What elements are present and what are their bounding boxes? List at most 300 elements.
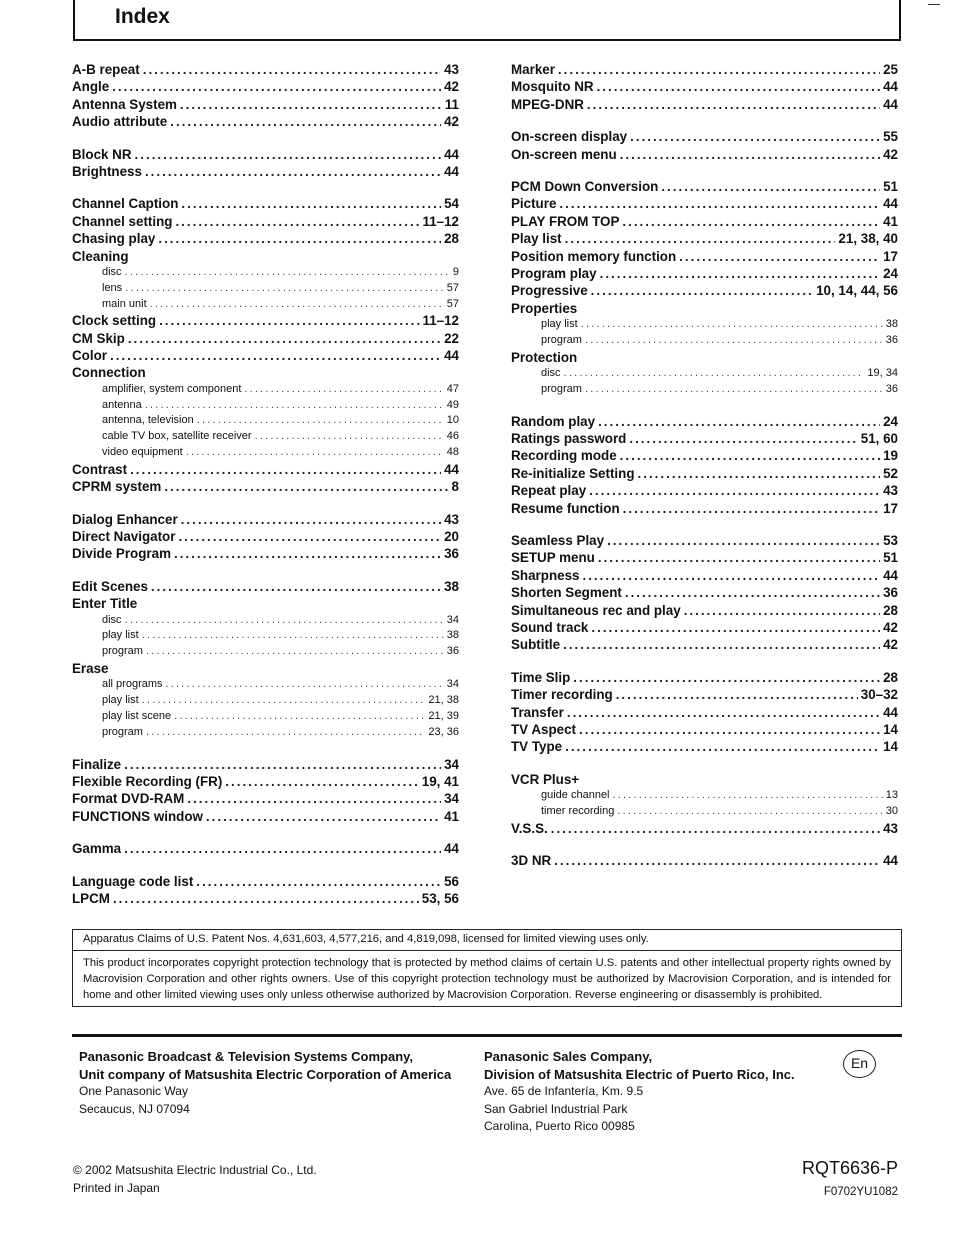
dot-leader [143,61,441,78]
index-entry [72,330,459,347]
page-reference: 17 [883,500,898,516]
index-subentry [72,297,459,313]
index-term: Properties [511,300,578,316]
dot-leader [158,230,441,247]
dot-leader [573,669,880,686]
index-term: Picture [511,196,557,212]
page-reference: 53, 56 [421,890,459,906]
index-term: VCR Plus+ [511,771,580,787]
dot-leader [559,195,880,212]
dot-leader [587,96,880,113]
page-reference: 44 [883,853,898,869]
dot-leader [565,230,836,247]
page-reference: 25 [883,62,898,77]
dot-leader [579,721,880,738]
printed-in: Printed in Japan [73,1181,160,1195]
index-entry [511,349,898,366]
index-entry [511,265,898,282]
index-entry [72,195,459,212]
index-subterm: cable TV box, satellite receiver [102,430,252,443]
page-reference: 52 [883,465,898,481]
dot-leader [591,282,813,299]
index-term: Format DVD-RAM [72,791,185,807]
address-line: San Gabriel Industrial Park [484,1101,628,1116]
dot-leader [551,820,880,837]
index-subterm: program [541,333,582,346]
index-subentry [72,413,459,429]
dot-leader [159,312,419,329]
index-entry [72,213,459,230]
index-entry [511,771,898,788]
index-group [511,178,898,398]
page-reference: 8 [451,479,459,495]
dot-leader [582,567,880,584]
page-reference: 43 [883,820,898,836]
index-group [72,511,459,563]
page-reference: 44 [883,704,898,720]
patent-notice: Apparatus Claims of U.S. Patent Nos. 4,631,603, 4,577,216, and 4,819,098, licensed for limited viewing uses only. [73,930,901,951]
dot-leader [130,461,441,478]
dot-leader [613,788,883,804]
index-entry [72,756,459,773]
index-term: Dialog Enhancer [72,511,178,527]
company-division: Unit company of Matsushita Electric Corporation of America [79,1066,452,1082]
index-subentry [72,281,459,297]
dot-leader [174,545,441,562]
index-term: Antenna System [72,96,177,112]
index-term: Re-initialize Setting [511,465,635,481]
company-name: Panasonic Broadcast & Television Systems Company, [79,1049,414,1064]
dot-leader [128,330,441,347]
index-term: Color [72,348,107,364]
index-entry [511,96,898,113]
dot-leader [181,195,441,212]
dot-leader [585,382,883,398]
index-group [72,61,459,131]
dot-leader [186,445,444,461]
index-term: Progressive [511,283,588,299]
index-entry [511,686,898,703]
index-entry [72,528,459,545]
index-entry [511,532,898,549]
dot-leader [616,686,858,703]
index-group [72,756,459,826]
index-group [511,61,898,113]
index-entry [72,78,459,95]
page-reference: 11 [444,96,459,112]
page-reference: 44 [444,146,459,162]
dot-leader [620,447,880,464]
index-subentry [511,366,898,382]
index-entry [72,364,459,381]
page-reference: 55 [883,129,898,145]
index-entry [511,619,898,636]
index-subterm: timer recording [541,804,615,817]
index-entry [72,230,459,247]
index-term: PCM Down Conversion [511,178,659,194]
dot-leader [113,890,419,907]
index-group [511,532,898,654]
page-reference: 44 [444,841,459,857]
page-reference: 51, 60 [860,431,898,447]
page-reference: 23, 36 [428,725,459,738]
dot-leader [623,500,880,517]
index-group [72,146,459,181]
index-subterm: play list [102,694,139,707]
index-entry [72,873,459,890]
index-term: Connection [72,365,146,381]
index-entry [511,213,898,230]
index-subterm: all programs [102,678,163,691]
index-term: Protection [511,349,578,365]
index-entry [511,230,898,247]
page-reference: 34 [444,791,459,807]
index-subterm: video equipment [102,446,183,459]
index-entry [72,773,459,790]
index-entry [72,312,459,329]
index-term: TV Type [511,739,563,755]
index-subentry [72,265,459,281]
page-reference: 53 [883,533,898,548]
dot-leader [112,78,441,95]
dot-leader [125,265,450,281]
page-reference: 38 [446,629,459,642]
page-reference: 42 [444,79,459,95]
dot-leader [170,113,441,130]
dot-leader [175,213,419,230]
page-reference: 10, 14, 44, 56 [816,283,898,299]
index-entry [72,478,459,495]
index-subterm: program [102,725,143,738]
index-term: MPEG-DNR [511,96,584,112]
index-entry [72,660,459,677]
index-entry [511,465,898,482]
index-term: Divide Program [72,546,171,562]
page-reference: 43 [444,62,459,77]
index-term: Brightness [72,163,142,179]
index-term: SETUP menu [511,550,595,566]
dot-leader [607,532,880,549]
page-reference: 21, 38 [428,694,459,707]
index-entry [511,602,898,619]
index-entry [511,500,898,517]
index-entry [511,669,898,686]
dot-leader [197,413,444,429]
index-entry [511,852,898,869]
index-group [72,195,459,495]
index-subterm: play list scene [102,709,172,722]
page-reference: 13 [885,789,898,802]
index-entry [72,511,459,528]
page-reference: 17 [883,248,898,264]
index-term: Repeat play [511,483,587,499]
index-entry [72,840,459,857]
index-subentry [72,382,459,398]
index-entry [511,128,898,145]
index-term: Language code list [72,873,194,889]
index-group [72,873,459,908]
page-title: Index [115,5,170,28]
index-term: Transfer [511,704,564,720]
index-entry [511,704,898,721]
dot-leader [598,413,880,430]
index-entry [511,61,898,78]
index-term: Simultaneous rec and play [511,602,681,618]
index-subterm: disc [541,367,561,380]
index-entry [511,430,898,447]
page-reference: 44 [444,163,459,179]
index-term: Edit Scenes [72,578,148,594]
index-header [73,0,901,41]
index-subentry [72,677,459,693]
page-reference: 30–32 [860,687,898,703]
page-reference: 34 [446,613,459,626]
index-group [72,840,459,857]
dot-leader [142,693,426,709]
index-term: Resume function [511,500,620,516]
index-group [511,771,898,837]
copyright-protection-notice: This product incorporates copyright protection technology that is protected by method claims of certain U.S. patents and other intellectual property rights owned by Macrovision Corporation and other rights owners. Use of this copyright protection technology must be authorized by Macrovision Corporation, and is intended for home and other limited viewing uses only unless otherwise authorized by Macrovision Corporation. Reverse engineering or disassembly is prohibited. [83,957,891,1001]
page-reference: 19, 41 [421,773,459,789]
page-reference: 34 [444,756,459,772]
dot-leader [180,96,442,113]
page-reference: 42 [883,619,898,635]
language-badge: En [843,1050,876,1078]
index-term: V.S.S. [511,820,548,836]
index-entry [511,413,898,430]
page-reference: 28 [444,231,459,247]
address-line: Secaucus, NJ 07094 [79,1101,190,1116]
page-reference: 20 [444,529,459,545]
index-subentry [72,398,459,414]
index-term: Subtitle [511,637,561,653]
index-entry [72,347,459,364]
index-term: LPCM [72,890,110,906]
index-subentry [72,628,459,644]
index-entry [511,178,898,195]
dot-leader [181,511,441,528]
dot-leader [178,528,441,545]
dot-leader [164,478,448,495]
dot-leader [597,78,881,95]
page-reference: 51 [883,178,898,194]
page-reference: 57 [446,281,459,294]
page-reference: 36 [885,333,898,346]
page-reference: 42 [883,146,898,162]
index-subentry [511,382,898,398]
index-term: Enter Title [72,596,138,612]
document-code: F0702YU1082 [823,1186,898,1198]
index-group [72,578,459,741]
page-reference: 36 [446,645,459,658]
index-entry [72,790,459,807]
dot-leader [629,430,857,447]
index-term: Channel setting [72,213,173,229]
index-group [511,128,898,163]
page-reference: 42 [444,114,459,130]
dot-leader [622,213,880,230]
page-reference: 19 [883,448,898,464]
index-entry [72,96,459,113]
page-reference: 11–12 [422,213,459,229]
index-term: A-B repeat [72,62,140,77]
page-reference: 9 [452,265,459,278]
index-entry [72,890,459,907]
dot-leader [110,347,441,364]
dot-leader [563,636,880,653]
index-subterm: program [102,645,143,658]
dot-leader [679,248,880,265]
dot-leader [255,429,444,445]
index-group [511,413,898,517]
dot-leader [684,602,880,619]
index-subterm: disc [102,613,122,626]
page-reference: 49 [446,398,459,411]
index-term: Block NR [72,146,132,162]
copyright-block [73,1161,317,1197]
index-subentry [72,644,459,660]
index-term: Mosquito NR [511,79,594,95]
index-subentry [511,788,898,804]
address-line: One Panasonic Way [79,1084,188,1098]
dot-leader [617,804,882,820]
page-reference: 28 [883,602,898,618]
page-reference: 22 [444,330,459,346]
dot-leader [145,398,444,414]
page-reference: 57 [446,297,459,310]
index-entry [511,584,898,601]
page-reference: 44 [883,96,898,112]
index-subentry [72,613,459,629]
page-reference: 14 [883,739,898,755]
index-entry [72,595,459,612]
index-entry [72,163,459,180]
index-subterm: antenna, television [102,414,194,427]
index-entry [72,113,459,130]
index-subterm: play list [541,318,578,331]
index-subentry [511,317,898,333]
index-subterm: disc [102,265,122,278]
index-term: Clock setting [72,313,157,329]
dot-leader [598,549,880,566]
index-column-left [72,61,459,922]
index-entry [511,195,898,212]
dot-leader [554,852,880,869]
dot-leader [585,333,883,349]
index-entry [511,300,898,317]
index-term: TV Aspect [511,721,576,737]
page-reference: 19, 34 [867,367,898,380]
page-reference: 43 [444,511,459,527]
page-reference: 38 [444,578,459,594]
page-reference: 44 [883,79,898,95]
index-term: PLAY FROM TOP [511,213,620,229]
index-term: Angle [72,79,110,95]
dot-leader [558,61,880,78]
index-entry [511,721,898,738]
index-term: Seamless Play [511,533,605,548]
index-term: Random play [511,413,596,429]
dot-leader [151,578,441,595]
dot-leader [166,677,444,693]
page-reference: 48 [446,446,459,459]
page-reference: 41 [444,808,459,824]
page-reference: 56 [444,873,459,889]
corner-mark [928,4,940,5]
index-subterm: antenna [102,398,142,411]
page-reference: 30 [885,804,898,817]
copyright-text: © 2002 Matsushita Electric Industrial Co., Ltd. [73,1163,317,1177]
page-reference: 36 [883,585,898,601]
index-entry [72,461,459,478]
dot-leader [638,465,881,482]
page-reference: 11–12 [422,313,459,329]
company-name: Panasonic Sales Company, [484,1049,653,1064]
index-term: Channel Caption [72,196,179,212]
page-reference: 38 [885,318,898,331]
page-reference: 44 [444,348,459,364]
index-entry [72,578,459,595]
index-term: Play list [511,231,562,247]
page-reference: 44 [883,567,898,583]
page-reference: 44 [883,196,898,212]
index-group [511,669,898,756]
index-term: FUNCTIONS window [72,808,203,824]
index-entry [511,738,898,755]
index-entry [72,248,459,265]
index-term: Finalize [72,756,122,772]
page-reference: 24 [883,413,898,429]
page-reference: 41 [883,213,898,229]
dot-leader [630,128,880,145]
index-term: Audio attribute [72,114,168,130]
dot-leader [225,773,418,790]
dot-leader [620,146,880,163]
index-term: Flexible Recording (FR) [72,773,223,789]
index-subentry [72,445,459,461]
dot-leader [125,613,444,629]
page-reference: 21, 38, 40 [838,231,898,247]
index-subterm: guide channel [541,789,610,802]
index-entry [72,146,459,163]
index-term: Direct Navigator [72,529,176,545]
index-subentry [72,725,459,741]
index-term: Gamma [72,841,122,857]
model-number: RQT6636-P [801,1158,898,1178]
index-subentry [511,333,898,349]
address-line: Ave. 65 de Infantería, Km. 9.5 [484,1084,644,1098]
index-term: CPRM system [72,479,162,495]
index-entry [511,146,898,163]
page-reference: 34 [446,678,459,691]
company-address-left [79,1048,459,1118]
dot-leader [600,265,881,282]
index-term: Sharpness [511,567,580,583]
dot-leader [206,808,441,825]
dot-leader [589,482,880,499]
dot-leader [146,725,425,741]
index-term: Sound track [511,619,589,635]
dot-leader [142,628,444,644]
dot-leader [625,584,880,601]
page-reference: 44 [444,461,459,477]
page-reference: 21, 39 [428,709,459,722]
dot-leader [661,178,880,195]
index-subterm: lens [102,281,123,294]
index-entry [511,282,898,299]
index-term: Contrast [72,461,128,477]
dot-leader [146,644,444,660]
